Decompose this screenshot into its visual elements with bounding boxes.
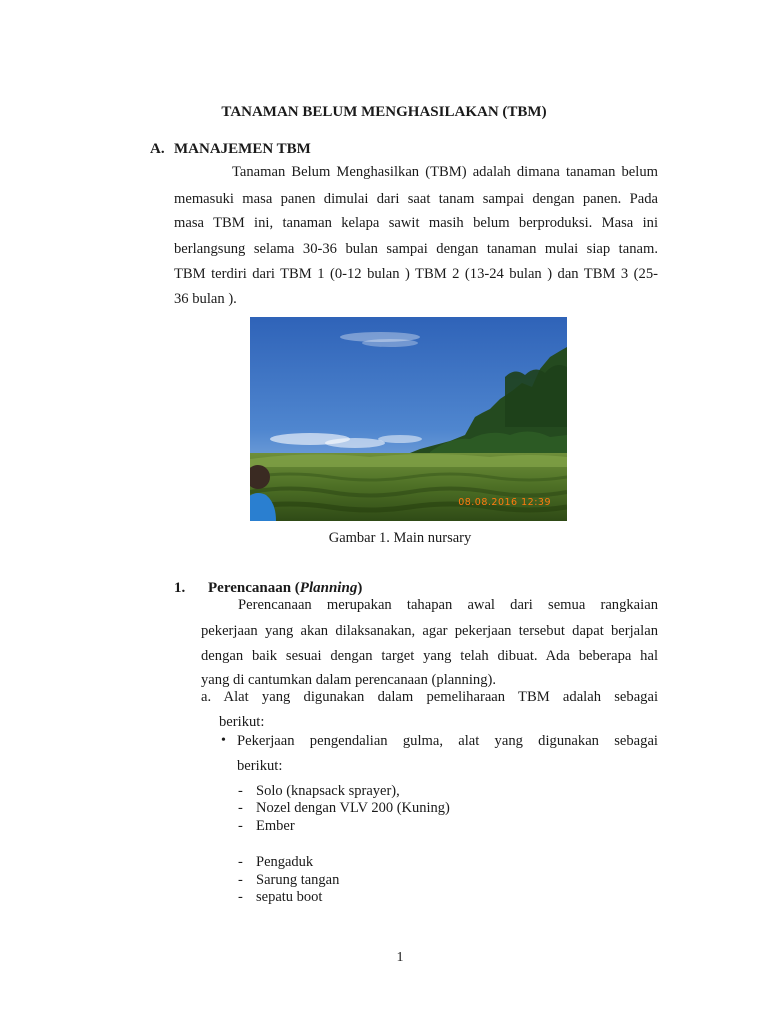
section-1-title-close: ) [357,580,363,596]
section-a-line-4: berlangsung selama 30-36 bulan sampai dengan tanaman mulai siap tanam. [174,241,658,257]
section-1-line-4: yang di cantumkan dalam perencanaan (planning). [201,672,496,688]
main-nursery-photo [250,317,567,521]
section-1-number: 1. [174,580,186,596]
figure-caption: Gambar 1. Main nursary [328,530,472,546]
section-1-title: Perencanaan ( [208,580,300,596]
sub-a-line-2: berikut: [219,714,265,730]
list-item [238,889,322,906]
section-a-line-5: TBM terdiri dari TBM 1 (0-12 bulan ) TBM 2 (13-24 bulan ) dan TBM 3 (25- [174,266,658,282]
list-dash: - [238,872,243,888]
list-dash: - [238,854,243,870]
list-item-text: Nozel dengan VLV 200 (Kuning) [256,800,450,816]
bullet-line-2: berikut: [237,758,283,774]
section-a-title: MANAJEMEN TBM [174,141,311,157]
list-dash: - [238,818,243,834]
section-a-line-2: memasuki masa panen dimulai dari saat tanam sampai dengan panen. Pada [174,191,658,207]
list-item-text: Sarung tangan [256,872,340,888]
list-item-text: Pengaduk [256,854,314,870]
section-a-line-1: Tanaman Belum Menghasilkan (TBM) adalah dimana tanaman belum [232,164,658,180]
list-item [238,783,400,800]
section-a-heading [150,141,311,158]
section-1-line-1: Perencanaan merupakan tahapan awal dari semua rangkaian [238,597,658,613]
list-dash: - [238,783,243,799]
section-1-line-2: pekerjaan yang akan dilaksanakan, agar pekerjaan tersebut dapat berjalan [201,623,658,639]
list-dash: - [238,889,243,905]
section-1-heading [174,580,362,597]
sub-a-line-1: a. Alat yang digunakan dalam pemeliharaan TBM adalah sebagai [201,689,658,705]
list-item [238,800,450,817]
section-1-title-english: Planning [299,580,358,596]
document-title: TANAMAN BELUM MENGHASILAKAN (TBM) [221,104,547,120]
list-item [238,854,313,871]
list-item-text: Solo (knapsack sprayer), [256,783,400,799]
list-dash: - [238,800,243,816]
bullet-line-1: Pekerjaan pengendalian gulma, alat yang digunakan sebagai [237,733,658,749]
section-a-line-3: masa TBM ini, tanaman kelapa sawit masih belum berproduksi. Masa ini [174,215,658,231]
section-1-line-3: dengan baik sesuai dengan target yang telah dibuat. Ada beberapa hal [201,648,658,664]
list-item-text: sepatu boot [256,889,323,905]
section-a-letter: A. [150,141,165,157]
section-a-line-6: 36 bulan ). [174,291,237,307]
photo-timestamp: 08.08.2016 12:39 [458,497,551,508]
list-item [238,818,295,835]
bullet-symbol: • [221,733,226,748]
page-number: 1 [396,950,404,965]
list-item-text: Ember [256,818,295,834]
list-item [238,872,339,889]
